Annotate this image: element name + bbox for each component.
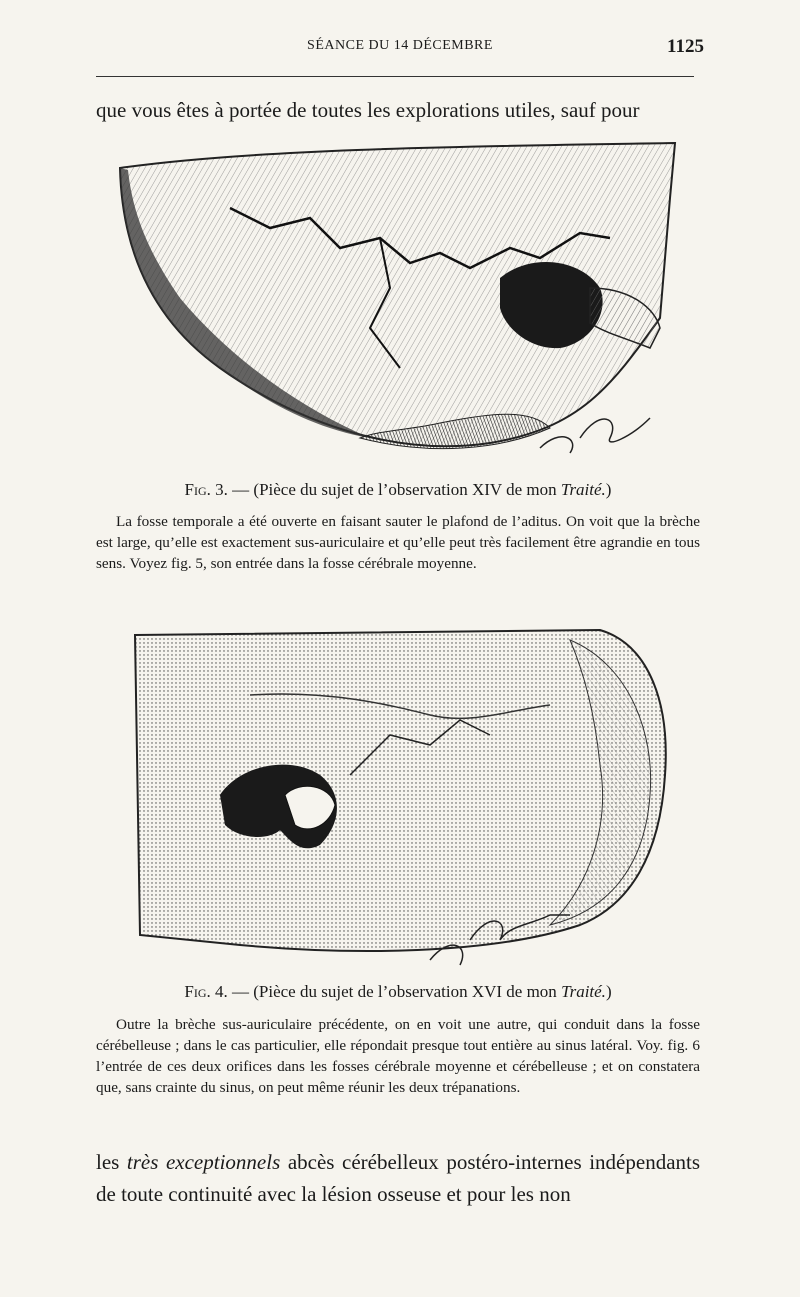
body-text-top: que vous êtes à portée de toutes les explorations utiles, sauf pour <box>96 98 640 122</box>
body-text-bottom-emph: très exceptionnels <box>126 1150 281 1174</box>
body-text-bottom-lead: les <box>96 1150 127 1174</box>
header-rule <box>96 76 694 77</box>
body-text-bottom <box>96 1146 700 1210</box>
figure-4-description: Outre la brèche sus-auriculaire précédente, on en voit une autre, qui conduit dans la fosse cérébelleuse ; dans le cas particulier, elle répondait presque tout entière au sinus latéral. Voy. fig. 6 l’entrée de ces deux orifices dans les fosses cérébrale moyenne et cérébelleuse ; et on constatera que, sans crainte du sinus, on peut même réunir les deux trépanations. <box>96 1016 700 1096</box>
figure-3-caption-close: ) <box>605 480 612 499</box>
figure-3-illustration <box>110 138 690 468</box>
figure-4-label: Fig. 4. <box>184 982 228 1001</box>
body-text-bottom-rest: abcès cérébelleux postéro-internes indépendants de toute continuité avec la lésion osseuse et pour les non <box>96 1150 701 1206</box>
figure-4-caption <box>96 982 700 1002</box>
figure-4-caption-text: — (Pièce du sujet de l’observation XVI de mon <box>227 982 562 1001</box>
running-title: SÉANCE DU 14 DÉCEMBRE <box>307 38 493 53</box>
figure-3-description: La fosse temporale a été ouverte en faisant sauter le plafond de l’aditus. On voit que la brèche est large, qu’elle est exactement sus-auriculaire et qu’elle peut très facilement être agrandie en tous sens. Voyez fig. 5, son entrée dans la fosse cérébrale moyenne. <box>96 513 700 572</box>
figure-4-caption-close: ) <box>605 982 612 1001</box>
figure-4-illustration <box>130 625 675 975</box>
figure-3-label: Fig. 3. <box>184 480 228 499</box>
figure-3-caption <box>96 480 700 500</box>
running-head <box>0 36 800 60</box>
page-number: 1125 <box>667 36 704 57</box>
figure-3-caption-emph: Traité. <box>560 480 606 499</box>
figure-3-caption-text: — (Pièce du sujet de l’observation XIV de mon <box>227 480 561 499</box>
figure-4-caption-emph: Traité. <box>561 982 606 1001</box>
